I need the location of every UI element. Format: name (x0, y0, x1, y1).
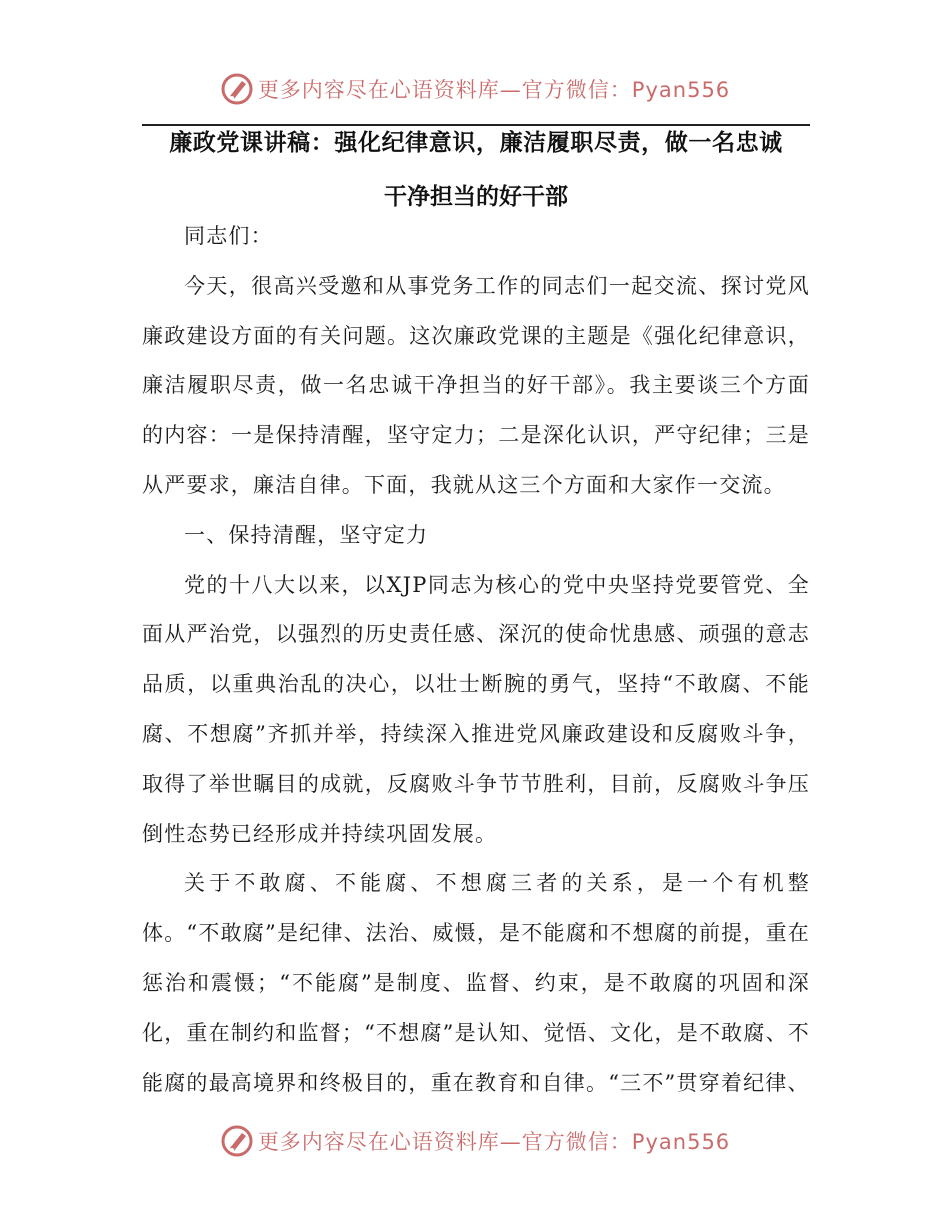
document-title-line-2: 干净担当的好干部 (384, 184, 568, 210)
header-banner (0, 69, 950, 109)
header-divider (142, 124, 810, 126)
intro-paragraph: 今天，很高兴受邀和从事党务工作的同志们一起交流、探讨党风廉政建设方面的有关问题。这次廉政党课的主题是《强化纪律意识，廉洁履职尽责，做一名忠诚干净担当的好干部》。我主要谈三个方面的内容：一是保持清醒，坚守定力；二是深化认识，严守纪律；三是从严要求，廉洁自律。下面，我就从这三个方面和大家作一交流。 (142, 273, 810, 497)
pen-nib-icon (220, 1124, 254, 1158)
body-paragraph: 关于不敢腐、不能腐、不想腐三者的关系，是一个有机整体。“不敢腐”是纪律、法治、威慑，是不能腐和不想腐的前提，重在惩治和震慑；“不能腐”是制度、监督、约束，是不敢腐的巩固和深化，重在制约和监督；“不想腐”是认知、觉悟、文化，是不敢腐、不能腐的最高境界和终极目的，重在教育和自律。“三不”贯穿着纪律、 (142, 871, 810, 1095)
footer-banner (0, 1121, 950, 1161)
section-heading: 一、保持清醒，坚守定力 (184, 522, 429, 547)
body-paragraph: 党的十八大以来，以XJP同志为核心的党中央坚持党要管党、全面从严治党，以强烈的历史责任感、深沉的使命忧患感、顽强的意志品质，以重典治乱的决心，以壮士断腕的勇气，坚持“不敢腐、不能腐、不想腐”齐抓并举，持续深入推进党风廉政建设和反腐败斗争，取得了举世瞩目的成就，反腐败斗争节节胜利，目前，反腐败斗争压倒性态势已经形成并持续巩固发展。 (142, 572, 810, 846)
document-body (142, 212, 810, 1108)
banner-text: 更多内容尽在心语资料库—官方微信：Pyan556 (257, 1130, 731, 1154)
document-title-line-1: 廉政党课讲稿：强化纪律意识，廉洁履职尽责，做一名忠诚 (169, 130, 783, 156)
banner-text: 更多内容尽在心语资料库—官方微信：Pyan556 (257, 78, 731, 102)
pen-nib-icon (220, 72, 254, 106)
salutation-paragraph: 同志们： (184, 224, 273, 248)
